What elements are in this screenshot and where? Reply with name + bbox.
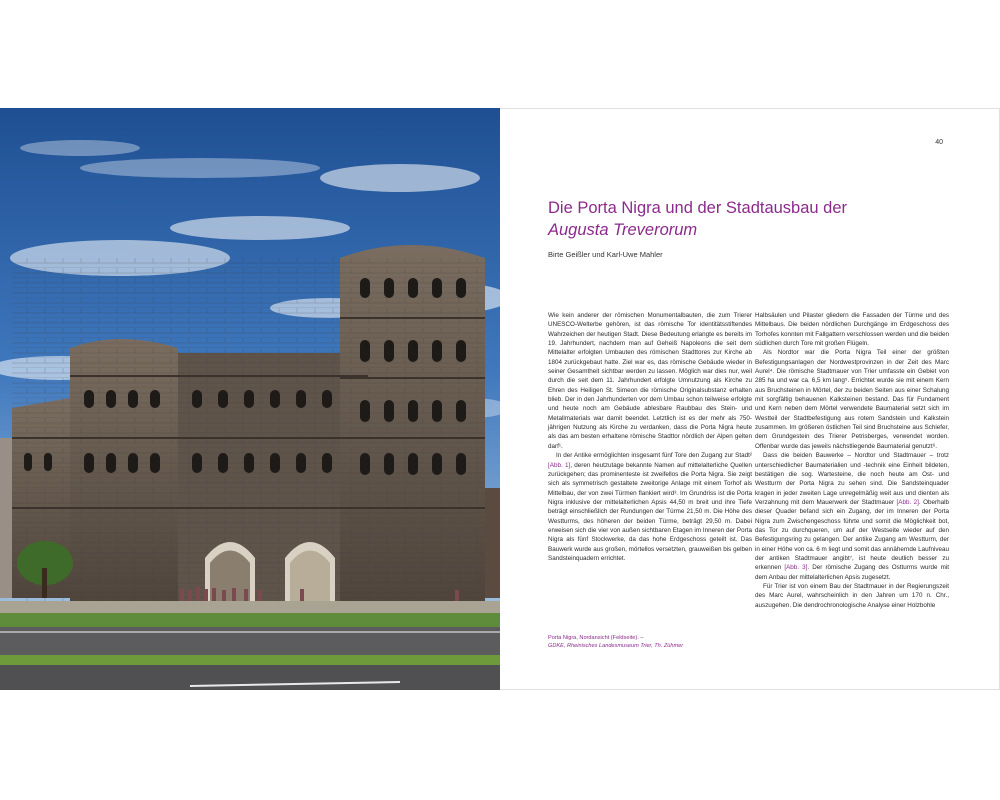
paragraph: Für Trier ist von einem Bau der Stadtmauer in der Regierungszeit des Marc Aurel, wahrscheinlich in den Jahren um 170 n. Chr., auszugehen. Die dendrochronologische Analyse einer Holzbohle bbox=[755, 582, 949, 609]
page-number: 40 bbox=[935, 139, 943, 146]
paragraph: Halbsäulen und Pilaster gliedern die Fassaden der Türme und des Mittelbaus. Die beiden nördlichen Durchgänge im Erdgeschoss des Torhofes konnten mit Fallgattern verschlossen werden und die beiden südlichen durch Tore mit großen Flügeln. bbox=[755, 312, 949, 348]
title-line-2: Augusta Treverorum bbox=[548, 221, 698, 239]
caption-credit: GDKE, Rheinisches Landesmuseum Trier, Th. Zühmer bbox=[548, 643, 684, 650]
figure-reference-link[interactable]: [Abb. 1] bbox=[548, 461, 571, 469]
paragraph: Wie kein anderer der römischen Monumentalbauten, die zum Trierer UNESCO-Welterbe gehören, ist das römische Tor identitätsstiftendes Wahrzeichen der heutigen Stadt. Diese Bedeutung erlangte es bereits im 19. Jahrhundert, nachdem man auf Geheiß Napoleons die seit dem Mittelalter erfolgten Umbauten des römischen Stadttores zur Kirche ab 1804 zurückgebaut hatte. Ziel war es, das römische Gebäude wieder in seiner Gesamtheit sichtbar werden zu lassen. Möglich war dies nur, weil durch die seit dem 11. Jahrhundert erfolgte Umnutzung als Kirche zu Ehren des Heiligen St. Simeon die römische Originalsubstanz erhalten blieb. Der in den Jahrhunderten vor dem Umbau schon teilweise erfolgte und heute noch am Gebäude ablesbare Raubbau des Stein- und Metallmaterials war damit beendet. Letztlich ist es der mehr als 750-jährigen Nutzung als Kirche zu verdanken, dass die Porta Nigra heute als das am besten erhaltene römische Stadttor nördlich der Alpen gelten darf¹. bbox=[548, 312, 752, 450]
text-column-1 bbox=[548, 311, 752, 563]
photo-caption bbox=[548, 634, 748, 651]
article-title bbox=[548, 197, 948, 241]
paragraph: Dass die beiden Bauwerke – Nordtor und Stadtmauer – trotz unterschiedlicher Baumaterialien und -technik eine Einheit bildeten, bestätigen die sog. Wartesteine, die noch heute am Ost- und Westturm der Porta Nigra zu sehen sind. Die Sandsteinquader kragen in jeder zweiten Lage unregelmäßig weit aus und dienten als Verzahnung mit dem Mauerwerk der Stadtmauer [Abb. 2]. Oberhalb dieser Quader befand sich ein Zugang, der im Inneren der Porta Nigra zum Zwischengeschoss führte und somit die Möglichkeit bot, das Tor zu durchqueren, um auf der Westseite wieder auf den Befestigungsring zu gelangen. Der antike Zugang am Westturm, der in einer Höhe von ca. 6 m liegt und somit das annähernde Laufniveau der antiken Stadtmauer angibt⁷, ist heute deutlich besser zu erkennen [Abb. 3]. Der römische Zugang des Ostturms wurde mit dem Anbau der mittelalterlichen Apsis zugesetzt. bbox=[755, 452, 949, 581]
paragraph: In der Antike ermöglichten insgesamt fünf Tore den Zugang zur Stadt² [Abb. 1], deren heutzutage bekannte Namen auf mittelalterliche Quellen zurückgehen; das prominenteste ist zweifellos die Porta Nigra. Sie zeigt sich als symmetrisch gestaltete zweitorige Anlage mit einem Torhof als Mittelbau, der von zwei Türmen flankiert wird³. Im Grundriss ist die Porta Nigra inklusive der mittelalterlichen Apsis 44,50 m breit und ihre Tiefe beträgt einschließlich der Rundungen der Türme 21,50 m. Die Höhe des Westturms, des höheren der beiden Türme, beträgt 29,50 m. Dabei erweisen sich die vier von außen sichtbaren Etagen im Inneren der Porta Nigra als fünf Stockwerke, da das hohe Erdgeschoss geteilt ist. Das Bauwerk wurde aus großen, mörtellos versetzten, grauweißen bis gelben Sandsteinquadern errichtet. bbox=[548, 452, 752, 562]
caption-text: Porta Nigra, Nordansicht (Feldseite). – bbox=[548, 635, 644, 641]
book-spread bbox=[0, 108, 1000, 690]
porta-nigra-photo bbox=[0, 108, 500, 690]
text-column-2 bbox=[755, 311, 949, 610]
figure-reference-link[interactable]: [Abb. 2] bbox=[896, 498, 919, 506]
article-authors: Birte Geißler und Karl-Uwe Mahler bbox=[548, 250, 663, 259]
figure-reference-link[interactable]: [Abb. 3] bbox=[784, 564, 808, 572]
article-page bbox=[500, 108, 1000, 690]
title-line-1: Die Porta Nigra und der Stadtausbau der bbox=[548, 199, 848, 217]
paragraph: Als Nordtor war die Porta Nigra Teil einer der größten Befestigungsanlagen der Nordwestprovinzen in der Zeit des Marc Aurel⁴. Die römische Stadtmauer von Trier umfasste ein Gebiet von 285 ha und war ca. 6,5 km lang⁵. Errichtet wurde sie mit einem Kern aus Bruchsteinen in Mörtel, der zu beiden Seiten aus einer Schalung mit sorgfältig behauenen Kalksteinen bestand. Das für Fundament und Kern neben dem Mörtel verwendete Baumaterial setzt sich im Westteil der Stadtbefestigung aus rotem Sandstein und Kalkstein zusammen. Im größeren östlichen Teil sind Bruchsteine aus Schiefer, dem Grundgestein des Trierer Petrisberges, verwendet worden. Offenbar wurde das jeweils nächstliegende Baumaterial genutzt⁶. bbox=[755, 349, 949, 450]
